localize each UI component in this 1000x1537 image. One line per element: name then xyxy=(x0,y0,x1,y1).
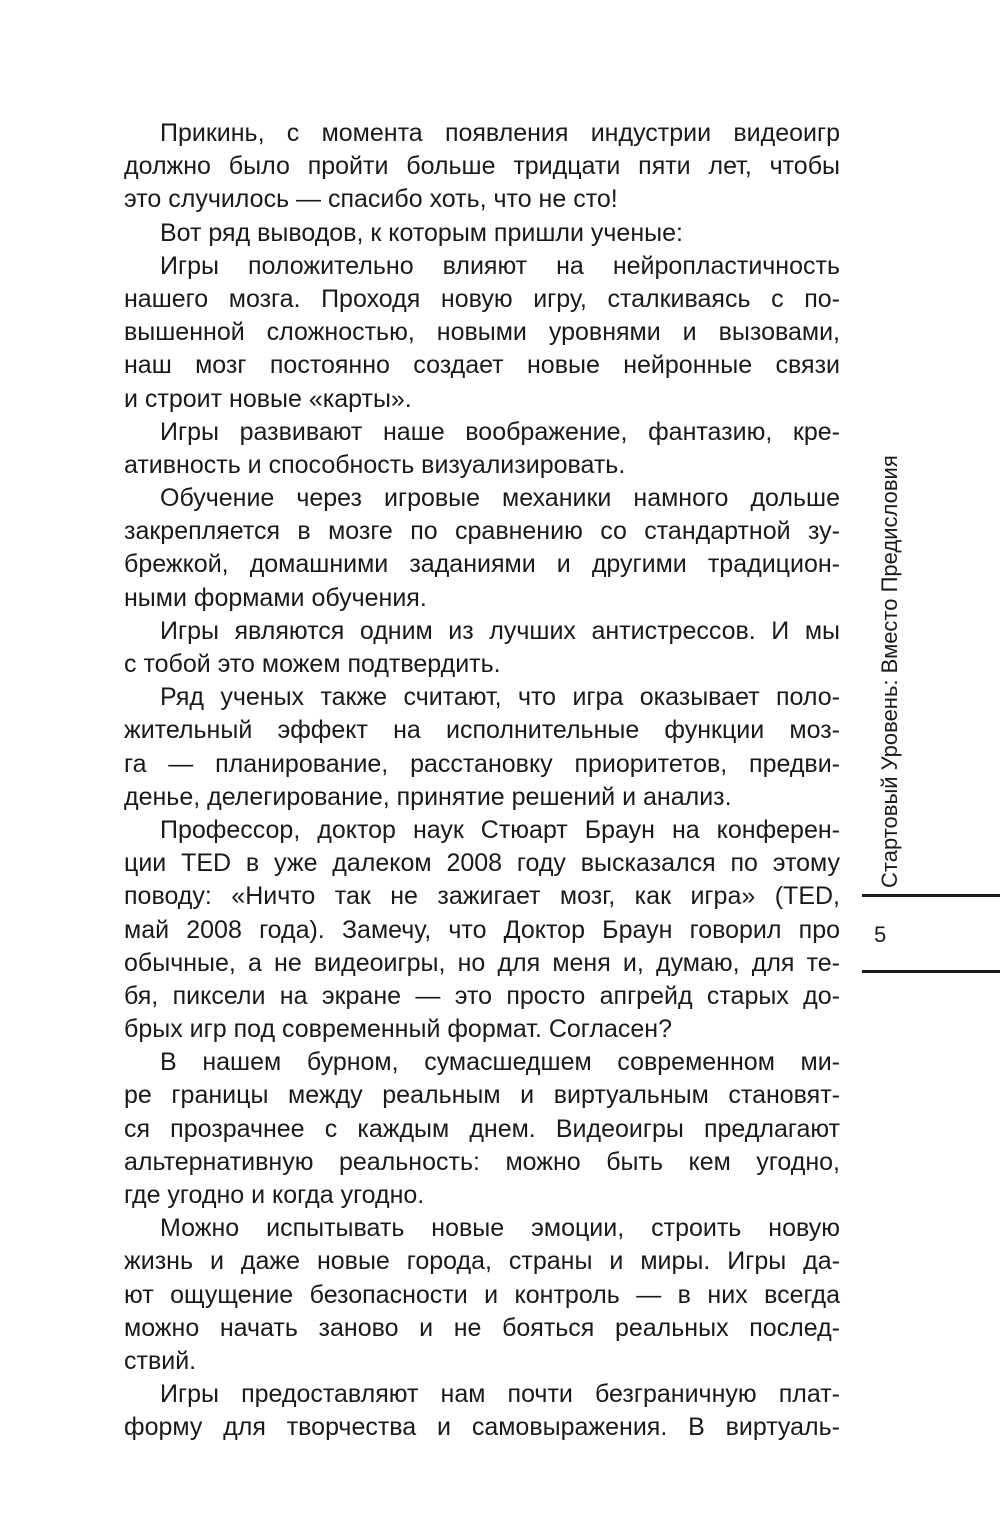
text-line: ативность и способность визуализировать. xyxy=(124,450,626,479)
text-line: брых игр под современный формат. Согласен? xyxy=(124,1015,672,1044)
text-line: где угодно и когда угодно. xyxy=(124,1181,425,1209)
text-line: жизнь и даже новые города, страны и миры. Игры да- xyxy=(124,1247,840,1276)
text-line: Игры развивают наше воображение, фантазию, кре- xyxy=(160,417,840,446)
text-line: Прикинь, с момента появления индустрии видеоигр xyxy=(160,119,840,147)
text-line: это случилось — спасибо хоть, что не сто! xyxy=(124,185,618,214)
text-line: бя, пиксели на экране — это просто апгрейд старых до- xyxy=(124,981,840,1010)
text-line: брежкой, домашними заданиями и другими традицион- xyxy=(124,550,840,579)
running-head: Стартовый Уровень: Вместо Предисловия xyxy=(877,455,902,888)
text-line: обычные, а не видеоигры, но для меня и, думаю, для те- xyxy=(124,948,840,977)
page-number-rule-top xyxy=(862,894,1000,897)
text-line: ствий. xyxy=(124,1346,197,1375)
text-line: В нашем бурном, сумасшедшем современном ми- xyxy=(160,1048,840,1077)
text-line: Вот ряд выводов, к которым пришли ученые: xyxy=(160,218,683,247)
text-line: денье, делегирование, принятие решений и анализ. xyxy=(124,782,732,811)
text-line: должно было пройти больше тридцати пяти лет, чтобы xyxy=(124,152,840,181)
text-line: Обучение через игровые механики намного дольше xyxy=(160,484,840,513)
text-line: альтернативную реальность: можно быть кем угодно, xyxy=(124,1147,840,1176)
text-line: наш мозг постоянно создает новые нейронные связи xyxy=(124,351,840,380)
text-line: Игры являются одним из лучших антистрессов. И мы xyxy=(160,616,840,645)
text-line: май 2008 года). Замечу, что Доктор Браун говорил про xyxy=(124,915,840,944)
text-line: ре границы между реальным и виртуальным становят- xyxy=(124,1081,840,1110)
text-line: форму для творчества и самовыражения. В виртуаль- xyxy=(124,1413,840,1442)
text-line: с тобой это можем подтвердить. xyxy=(124,650,501,678)
text-line: жительный эффект на исполнительные функции моз- xyxy=(124,716,840,745)
text-line: Ряд ученых также считают, что игра оказывает поло- xyxy=(160,683,840,712)
text-line: вышенной сложностью, новыми уровнями и вызовами, xyxy=(124,318,840,347)
page-number: 5 xyxy=(874,922,887,947)
text-line: и строит новые «карты». xyxy=(124,384,412,413)
text-line: можно начать заново и не бояться реальных послед- xyxy=(124,1313,840,1342)
body-text xyxy=(124,117,840,1445)
text-line: Игры положительно влияют на нейропластичность xyxy=(160,251,840,280)
text-line: Игры предоставляют нам почти безграничную плат- xyxy=(160,1380,840,1409)
text-line: ся прозрачнее с каждым днем. Видеоигры предлагают xyxy=(124,1114,840,1143)
text-line: поводу: «Ничто так не зажигает мозг, как игра» (TED, xyxy=(124,882,840,911)
text-line: га — планирование, расстановку приоритетов, предви- xyxy=(124,749,840,778)
page-number-rule-bottom xyxy=(862,970,1000,973)
text-line: ными формами обучения. xyxy=(124,583,427,612)
text-line: ции TED в уже далеком 2008 году высказался по этому xyxy=(124,849,840,878)
text-line: закрепляется в мозге по сравнению со стандартной зу- xyxy=(124,517,840,546)
text-line: Профессор, доктор наук Стюарт Браун на конферен- xyxy=(160,815,840,844)
text-line: ют ощущение безопасности и контроль — в них всегда xyxy=(124,1280,840,1309)
text-line: нашего мозга. Проходя новую игру, сталкиваясь с по- xyxy=(124,284,840,313)
text-line: Можно испытывать новые эмоции, строить новую xyxy=(160,1214,840,1243)
